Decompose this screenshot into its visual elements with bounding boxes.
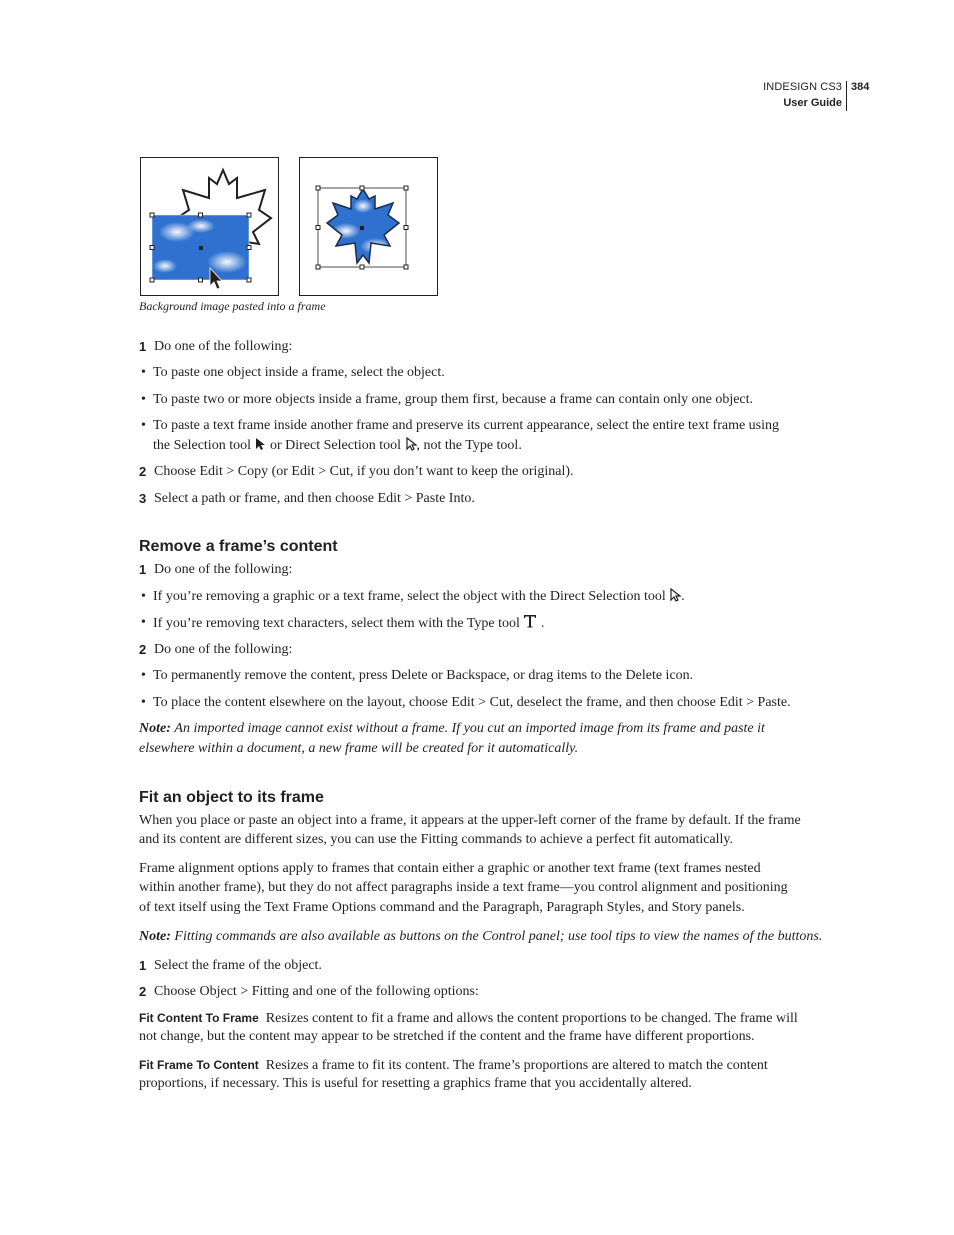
bullet-text: If you’re removing a graphic or a text frame, select the object with the Direct Selection tool	[153, 589, 666, 604]
bullet-text-line	[153, 587, 685, 607]
note-line	[139, 927, 822, 947]
page-number: 384	[851, 81, 870, 93]
term-description-continued: proportions, if necessary. This is useful for resetting a graphics frame that you accidentally altered.	[139, 1076, 692, 1091]
note-text: Fitting commands are also available as buttons on the Control panel; use tool tips to view the names of the buttons.	[174, 929, 823, 944]
direct-selection-tool-icon	[669, 588, 681, 602]
bullet-text: To place the content elsewhere on the layout, choose Edit > Cut, deselect the frame, and then choose Edit > Paste.	[153, 695, 791, 710]
term-fit-content-to-frame: Fit Content To Frame	[139, 1011, 259, 1025]
term-description-continued: not change, but the content may appear to be stretched if the content and the frame have different proportions.	[139, 1029, 755, 1044]
step-number: 2	[139, 464, 147, 479]
bullet-text-line	[153, 613, 544, 634]
paragraph-line: of text itself using the Text Frame Options command and the Paragraph, Paragraph Styles, and Story panels.	[139, 900, 745, 915]
bullet-text-end: .	[540, 616, 545, 631]
direct-selection-tool-icon	[405, 437, 417, 451]
step-text: Do one of the following:	[154, 562, 293, 577]
term-fit-frame-to-content: Fit Frame To Content	[139, 1058, 259, 1072]
type-tool-icon	[523, 613, 537, 629]
bullet-text: To permanently remove the content, press Delete or Backspace, or drag items to the Delete icon.	[153, 668, 694, 683]
note-text-continued: elsewhere within a document, a new frame will be created for it automatically.	[139, 741, 579, 756]
bullet-text: To paste one object inside a frame, select the object.	[153, 365, 445, 380]
step-number: 1	[139, 339, 147, 354]
step-number: 1	[139, 958, 147, 973]
step-number: 3	[139, 491, 147, 506]
bullet: •	[141, 695, 146, 710]
step-text: Do one of the following:	[154, 642, 293, 657]
bullet-text: If you’re removing text characters, select them with the Type tool	[153, 616, 520, 631]
frame-before-illustration	[141, 158, 278, 295]
paragraph-line: and its content are different sizes, you can use the Fitting commands to achieve a perfect fit automatically.	[139, 832, 734, 847]
term-description: Resizes a frame to fit its content. The frame’s proportions are altered to match the content	[265, 1058, 768, 1073]
bullet-text-continued	[153, 436, 522, 456]
note-line	[139, 719, 765, 739]
figure-frame-before	[140, 157, 279, 296]
bullet: •	[141, 365, 146, 380]
note-label: Note:	[139, 721, 171, 736]
step-number: 1	[139, 562, 147, 577]
step-text: Do one of the following:	[154, 339, 293, 354]
step-text: Choose Edit > Copy (or Edit > Cut, if you don’t want to keep the original).	[154, 464, 574, 479]
guide-name: User Guide	[783, 97, 842, 109]
section-heading-fit: Fit an object to its frame	[139, 789, 324, 806]
bullet: •	[141, 589, 146, 604]
paragraph-line: within another frame), but they do not affect paragraphs inside a text frame—you control alignment and positioning	[139, 880, 788, 895]
section-heading-remove: Remove a frame’s content	[139, 538, 338, 555]
bullet: •	[141, 392, 146, 407]
running-header	[700, 79, 842, 111]
header-divider	[846, 81, 847, 111]
term-line	[139, 1055, 768, 1076]
step-text: Select a path or frame, and then choose Edit > Paste Into.	[154, 491, 475, 506]
step-number: 2	[139, 984, 147, 999]
bullet: •	[141, 615, 146, 630]
figure-frame-after	[299, 157, 438, 296]
note-text: An imported image cannot exist without a frame. If you cut an imported image from its frame and paste it	[174, 721, 765, 736]
bullet: •	[141, 418, 146, 433]
bullet-text-part: , not the Type tool.	[416, 438, 522, 453]
product-name: INDESIGN CS3	[763, 81, 842, 93]
term-line	[139, 1008, 798, 1029]
paragraph-line: When you place or paste an object into a frame, it appears at the upper-left corner of the frame by default. If the frame	[139, 813, 801, 828]
bullet-text-end: .	[681, 589, 685, 604]
selection-tool-icon	[254, 437, 266, 451]
note-label: Note:	[139, 929, 171, 944]
step-number: 2	[139, 642, 147, 657]
term-description: Resizes content to fit a frame and allows the content proportions to be changed. The frame will	[265, 1011, 798, 1026]
bullet-text: To paste a text frame inside another frame and preserve its current appearance, select the entire text frame using	[153, 418, 780, 433]
bullet-text: To paste two or more objects inside a frame, group them first, because a frame can contain only one object.	[153, 392, 754, 407]
step-text: Choose Object > Fitting and one of the following options:	[154, 984, 479, 999]
frame-after-illustration	[300, 158, 437, 295]
figure-caption: Background image pasted into a frame	[139, 299, 326, 313]
bullet: •	[141, 668, 146, 683]
bullet-text-part: or Direct Selection tool	[269, 438, 402, 453]
step-text: Select the frame of the object.	[154, 958, 322, 973]
bullet-text-part: the Selection tool	[153, 438, 251, 453]
paragraph-line: Frame alignment options apply to frames that contain either a graphic or another text frame (text frames nested	[139, 861, 761, 876]
